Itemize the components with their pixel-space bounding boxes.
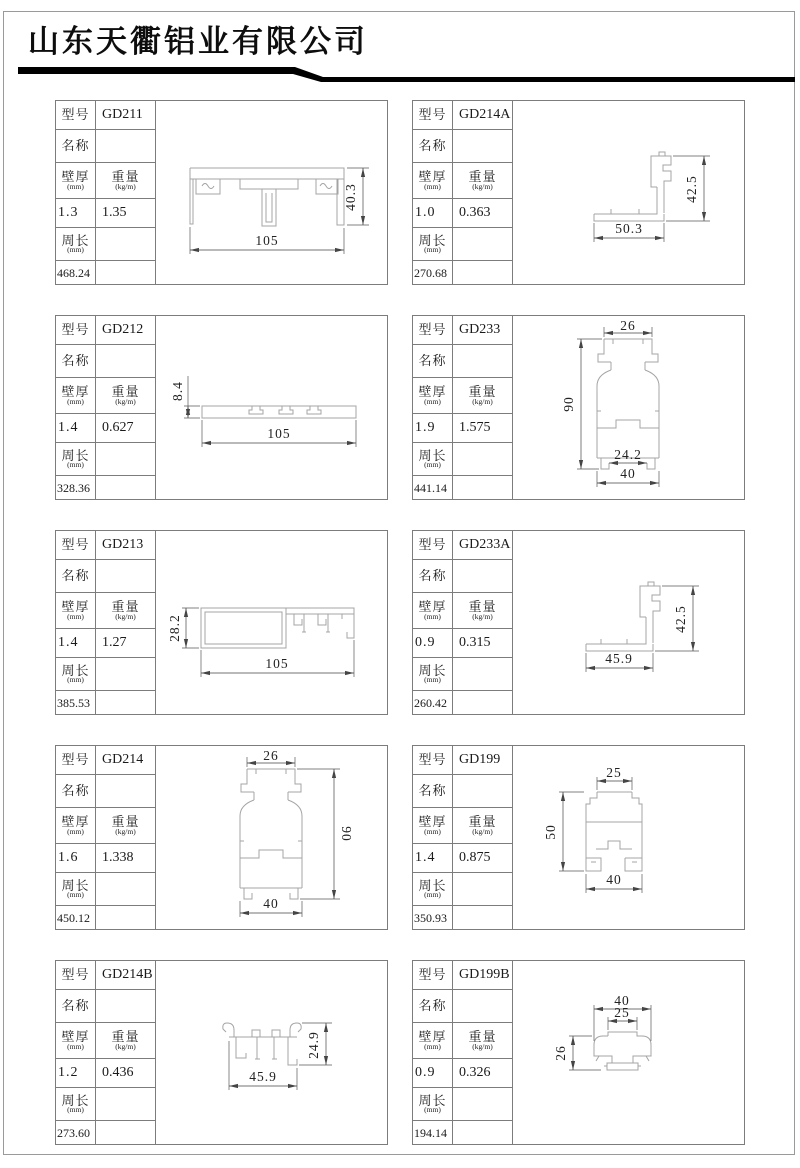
dim-top: 26 xyxy=(620,318,636,333)
dim-height: 42.5 xyxy=(673,605,688,633)
thickness-label: 壁厚 (mm) xyxy=(413,378,453,414)
empty-cell xyxy=(453,261,513,285)
thickness-label: 壁厚 (mm) xyxy=(413,808,453,844)
dim-height: 26 xyxy=(553,1045,568,1061)
dim-width: 50.3 xyxy=(615,221,643,236)
panel-gd199b xyxy=(412,960,745,1145)
perimeter-unit-cell xyxy=(453,873,513,906)
thickness-value: 1.9 xyxy=(413,414,453,443)
thickness-label: 壁厚 (mm) xyxy=(56,163,96,199)
model-value: GD233A xyxy=(453,531,513,560)
perimeter-unit-cell xyxy=(96,443,156,476)
thickness-label: 壁厚 (mm) xyxy=(56,1023,96,1059)
thickness-label: 壁厚 (mm) xyxy=(413,593,453,629)
thickness-value: 1.3 xyxy=(56,199,96,228)
empty-cell xyxy=(453,1121,513,1145)
weight-label: 重量 (kg/m) xyxy=(96,1023,156,1059)
thickness-value: 1.0 xyxy=(413,199,453,228)
name-value xyxy=(453,775,513,808)
perimeter-label: 周长 (mm) xyxy=(56,873,96,906)
name-value xyxy=(453,345,513,378)
weight-label: 重量 (kg/m) xyxy=(453,593,513,629)
name-value xyxy=(453,560,513,593)
perimeter-label: 周长 (mm) xyxy=(56,228,96,261)
profile-drawing xyxy=(156,531,387,715)
perimeter-unit-cell xyxy=(96,228,156,261)
panel-gd214 xyxy=(55,745,388,930)
profile-drawing xyxy=(513,746,744,930)
name-label: 名称 xyxy=(413,775,453,808)
header-divider xyxy=(0,0,800,90)
thickness-label: 壁厚 (mm) xyxy=(413,1023,453,1059)
dim-inner: 25 xyxy=(614,1005,630,1020)
thickness-value: 1.4 xyxy=(56,629,96,658)
dim-height: 24.9 xyxy=(306,1031,321,1059)
panel-gd214a xyxy=(412,100,745,285)
dim-top: 26 xyxy=(263,748,279,763)
perimeter-value: 441.14 xyxy=(413,476,453,500)
name-label: 名称 xyxy=(413,345,453,378)
perimeter-value: 273.60 xyxy=(56,1121,96,1145)
panel-gd233a xyxy=(412,530,745,715)
perimeter-value: 450.12 xyxy=(56,906,96,930)
weight-value: 0.875 xyxy=(453,844,513,873)
name-value xyxy=(96,560,156,593)
weight-value: 1.575 xyxy=(453,414,513,443)
perimeter-value: 328.36 xyxy=(56,476,96,500)
name-label: 名称 xyxy=(56,345,96,378)
dim-height: 28.2 xyxy=(167,614,182,642)
profile-drawing xyxy=(156,101,387,285)
thickness-value: 0.9 xyxy=(413,1059,453,1088)
thickness-label: 壁厚 (mm) xyxy=(56,378,96,414)
thickness-value: 0.9 xyxy=(413,629,453,658)
perimeter-label: 周长 (mm) xyxy=(56,443,96,476)
perimeter-value: 385.53 xyxy=(56,691,96,715)
name-value xyxy=(96,345,156,378)
empty-cell xyxy=(96,261,156,285)
weight-value: 0.436 xyxy=(96,1059,156,1088)
name-value xyxy=(453,130,513,163)
empty-cell xyxy=(96,906,156,930)
name-value xyxy=(96,990,156,1023)
weight-label: 重量 (kg/m) xyxy=(96,808,156,844)
model-value: GD212 xyxy=(96,316,156,345)
panel-gd233 xyxy=(412,315,745,500)
model-value: GD211 xyxy=(96,101,156,130)
weight-label: 重量 (kg/m) xyxy=(96,163,156,199)
dim-height: 8.4 xyxy=(170,381,185,401)
weight-value: 1.35 xyxy=(96,199,156,228)
empty-cell xyxy=(453,476,513,500)
perimeter-label: 周长 (mm) xyxy=(413,873,453,906)
weight-label: 重量 (kg/m) xyxy=(96,378,156,414)
dim-width: 105 xyxy=(255,233,279,248)
perimeter-unit-cell xyxy=(96,873,156,906)
name-label: 名称 xyxy=(413,560,453,593)
dim-height: 42.5 xyxy=(684,175,699,203)
model-value: GD199B xyxy=(453,961,513,990)
profile-drawing xyxy=(513,101,744,285)
dim-bottom: 40 xyxy=(263,896,279,911)
thickness-label: 壁厚 (mm) xyxy=(56,808,96,844)
dim-outer: 40 xyxy=(614,993,630,1008)
weight-value: 0.363 xyxy=(453,199,513,228)
weight-label: 重量 (kg/m) xyxy=(453,378,513,414)
model-label: 型号 xyxy=(56,316,96,345)
profile-drawing xyxy=(513,531,744,715)
perimeter-label: 周长 (mm) xyxy=(413,1088,453,1121)
dim-width: 105 xyxy=(265,656,289,671)
name-label: 名称 xyxy=(56,560,96,593)
perimeter-value: 260.42 xyxy=(413,691,453,715)
name-label: 名称 xyxy=(413,130,453,163)
model-label: 型号 xyxy=(413,316,453,345)
dim-inner: 24.2 xyxy=(614,447,642,462)
perimeter-unit-cell xyxy=(453,1088,513,1121)
model-label: 型号 xyxy=(56,746,96,775)
model-label: 型号 xyxy=(56,101,96,130)
weight-label: 重量 (kg/m) xyxy=(453,163,513,199)
profile-drawing xyxy=(513,961,744,1145)
model-value: GD214B xyxy=(96,961,156,990)
perimeter-unit-cell xyxy=(453,443,513,476)
perimeter-value: 194.14 xyxy=(413,1121,453,1145)
thickness-value: 1.4 xyxy=(413,844,453,873)
perimeter-label: 周长 (mm) xyxy=(413,658,453,691)
model-value: GD233 xyxy=(453,316,513,345)
model-label: 型号 xyxy=(56,531,96,560)
name-value xyxy=(96,130,156,163)
thickness-value: 1.6 xyxy=(56,844,96,873)
name-label: 名称 xyxy=(56,130,96,163)
model-value: GD213 xyxy=(96,531,156,560)
profile-drawing xyxy=(513,316,744,500)
name-value xyxy=(96,775,156,808)
weight-value: 0.315 xyxy=(453,629,513,658)
panel-gd211 xyxy=(55,100,388,285)
name-label: 名称 xyxy=(56,775,96,808)
dim-height: 90 xyxy=(561,396,576,412)
model-value: GD214 xyxy=(96,746,156,775)
name-value xyxy=(453,990,513,1023)
panel-gd214b xyxy=(55,960,388,1145)
model-label: 型号 xyxy=(413,101,453,130)
perimeter-label: 周长 (mm) xyxy=(56,1088,96,1121)
thickness-label: 壁厚 (mm) xyxy=(56,593,96,629)
empty-cell xyxy=(96,1121,156,1145)
profile-drawing xyxy=(156,961,387,1145)
empty-cell xyxy=(96,476,156,500)
profile-drawing xyxy=(156,746,387,930)
model-value: GD199 xyxy=(453,746,513,775)
dim-height: 90 xyxy=(339,826,354,842)
dim-height: 40.3 xyxy=(343,183,358,211)
weight-label: 重量 (kg/m) xyxy=(96,593,156,629)
model-label: 型号 xyxy=(413,746,453,775)
weight-value: 1.27 xyxy=(96,629,156,658)
perimeter-value: 270.68 xyxy=(413,261,453,285)
perimeter-label: 周长 (mm) xyxy=(56,658,96,691)
panel-gd213 xyxy=(55,530,388,715)
dim-width: 105 xyxy=(267,426,291,441)
dim-width: 45.9 xyxy=(249,1069,277,1084)
name-label: 名称 xyxy=(413,990,453,1023)
model-label: 型号 xyxy=(413,961,453,990)
thickness-label: 壁厚 (mm) xyxy=(413,163,453,199)
weight-value: 0.326 xyxy=(453,1059,513,1088)
company-title: 山东天衢铝业有限公司 xyxy=(28,24,368,59)
dim-top: 25 xyxy=(606,765,622,780)
model-label: 型号 xyxy=(56,961,96,990)
perimeter-value: 350.93 xyxy=(413,906,453,930)
perimeter-unit-cell xyxy=(453,228,513,261)
model-label: 型号 xyxy=(413,531,453,560)
empty-cell xyxy=(453,906,513,930)
empty-cell xyxy=(96,691,156,715)
profile-drawing xyxy=(156,316,387,500)
perimeter-unit-cell xyxy=(96,1088,156,1121)
perimeter-label: 周长 (mm) xyxy=(413,228,453,261)
dim-bottom: 40 xyxy=(606,872,622,887)
perimeter-value: 468.24 xyxy=(56,261,96,285)
name-label: 名称 xyxy=(56,990,96,1023)
perimeter-label: 周长 (mm) xyxy=(413,443,453,476)
dim-width: 45.9 xyxy=(605,651,633,666)
dim-height: 50 xyxy=(543,824,558,840)
model-value: GD214A xyxy=(453,101,513,130)
weight-label: 重量 (kg/m) xyxy=(453,1023,513,1059)
weight-value: 1.338 xyxy=(96,844,156,873)
perimeter-unit-cell xyxy=(96,658,156,691)
weight-value: 0.627 xyxy=(96,414,156,443)
weight-label: 重量 (kg/m) xyxy=(453,808,513,844)
panel-gd199 xyxy=(412,745,745,930)
dim-bottom: 40 xyxy=(620,466,636,481)
thickness-value: 1.2 xyxy=(56,1059,96,1088)
thickness-value: 1.4 xyxy=(56,414,96,443)
empty-cell xyxy=(453,691,513,715)
panel-gd212 xyxy=(55,315,388,500)
perimeter-unit-cell xyxy=(453,658,513,691)
